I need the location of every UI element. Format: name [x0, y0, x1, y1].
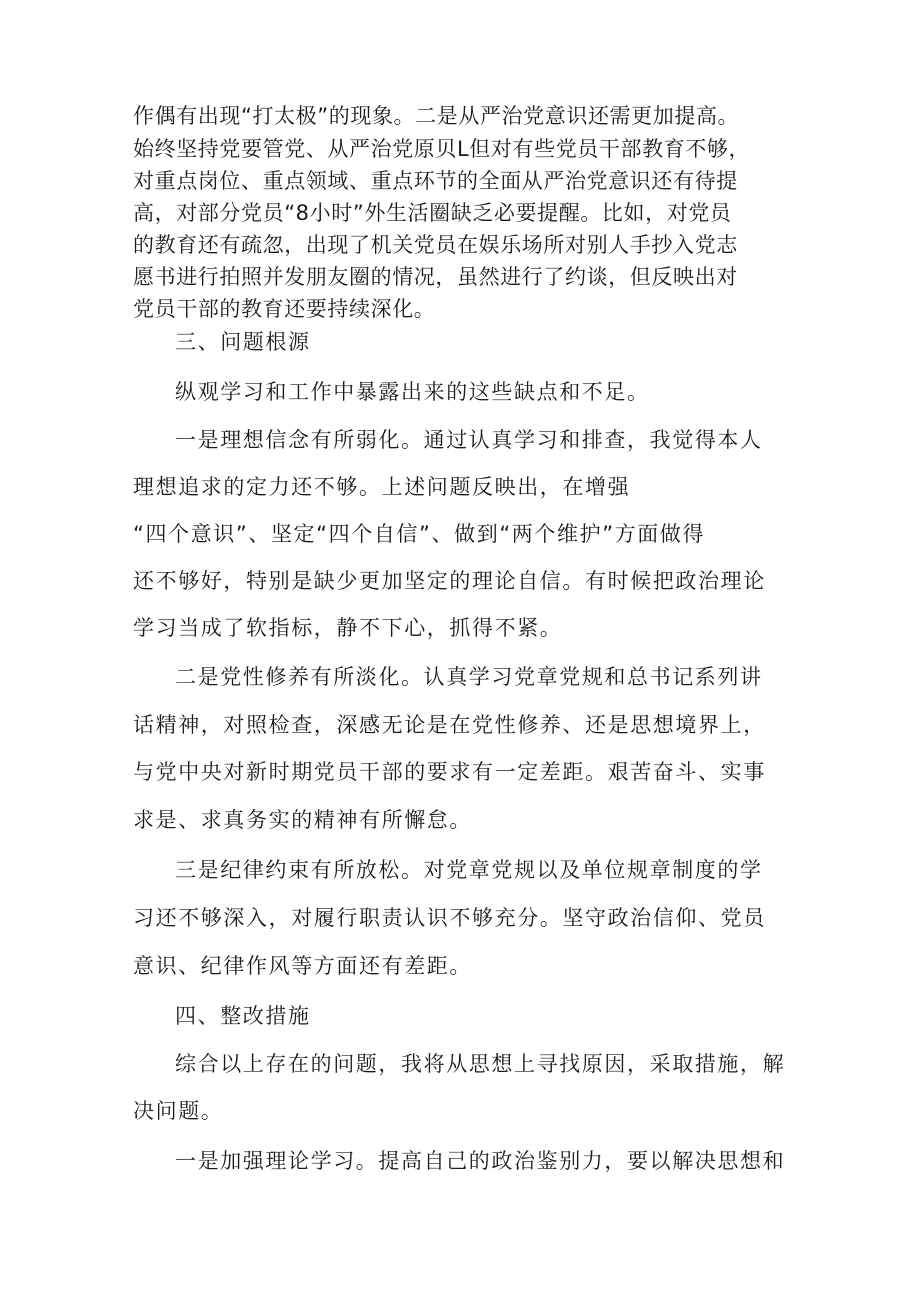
text-line: 还不够好，特别是缺少更加坚定的理论自信。有时候把政治理论: [133, 569, 766, 593]
text-line: 的教育还有疏忽，出现了机关党员在娱乐场所对别人手抄入党志: [133, 233, 738, 257]
text-line: 高，对部分党员“8小时”外生活圈缺乏必要提醒。比如，对党员: [133, 201, 732, 225]
text-line: 决问题。: [133, 1099, 224, 1123]
text-line: 学习当成了软指标，静不下心，抓得不紧。: [133, 616, 563, 640]
text-line: “四个意识”、坚定“四个自信”、做到“两个维护”方面做得: [133, 522, 706, 546]
text-line: 三是纪律约束有所放松。对党章党规以及单位规章制度的学: [175, 858, 763, 882]
text-line: 习还不够深入，对履行职责认识不够充分。坚守政治信仰、党员: [133, 906, 766, 930]
text-line: 始终坚持党要管党、从严治党原贝L但对有些党员干部教育不够，: [133, 137, 751, 161]
text-line: 一是加强理论学习。提高自己的政治鉴别力，要以解决思想和: [175, 1149, 786, 1173]
text-line: 话精神，对照检查，深感无论是在党性修养、还是思想境界上，: [133, 713, 766, 737]
text-line: 二是党性修养有所淡化。认真学习党章党规和总书记系列讲: [175, 665, 763, 689]
text-line: 求是、求真务实的精神有所懈怠。: [133, 808, 472, 832]
text-line: 对重点岗位、重点领域、重点环节的全面从严治党意识还有待提: [133, 169, 738, 193]
text-line: 党员干部的教育还要持续深化。: [133, 297, 436, 321]
text-line: 愿书进行拍照并发朋友圈的情况，虽然进行了约谈，但反映出对: [133, 265, 738, 289]
text-line: 一是理想信念有所弱化。通过认真学习和排查，我觉得本人: [175, 428, 763, 452]
text-line: 意识、纪律作风等方面还有差距。: [133, 954, 472, 978]
text-line: 作偶有出现“打太极”的现象。二是从严治党意识还需更加提高。: [133, 104, 740, 128]
text-line: 纵观学习和工作中暴露出来的这些缺点和不足。: [175, 380, 650, 404]
text-line: 综合以上存在的问题，我将从思想上寻找原因，采取措施，解: [175, 1052, 786, 1076]
text-line: 理想追求的定力还不够。上述问题反映出，在增强: [133, 475, 631, 499]
section-heading: 四、整改措施: [175, 1004, 311, 1028]
text-line: 与党中央对新时期党员干部的要求有一定差距。艰苦奋斗、实事: [133, 760, 766, 784]
section-heading: 三、问题根源: [175, 330, 311, 354]
